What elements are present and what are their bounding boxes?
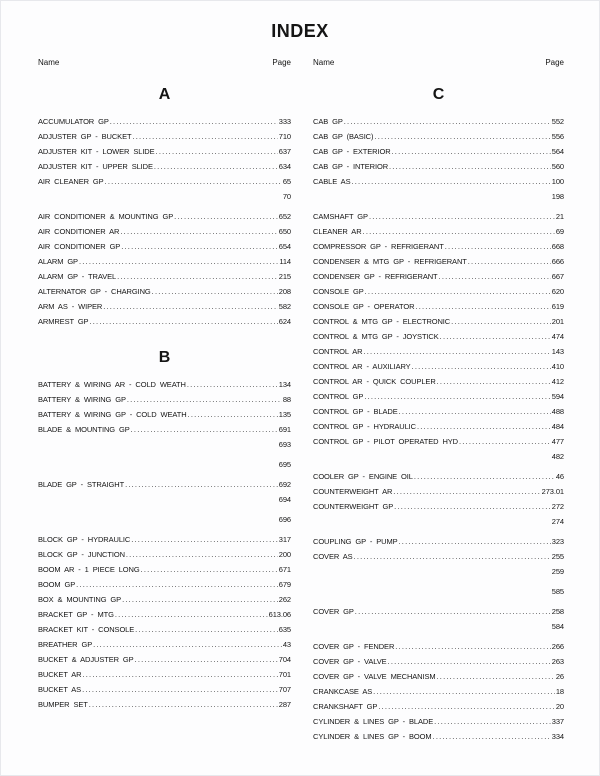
entry-page-number: 143 (551, 347, 564, 356)
index-entry (313, 732, 564, 747)
entry-page-number: 620 (551, 287, 564, 296)
index-entry (313, 192, 564, 207)
entry-name: COVER GP - VALVE MECHANISM (313, 672, 436, 681)
entry-name: BUCKET AS (38, 685, 82, 694)
entry-name: BUMPER SET (38, 700, 88, 709)
entry-page-number: 552 (551, 117, 564, 126)
index-entry (38, 425, 291, 440)
index-entry (313, 437, 564, 452)
entry-page-number: 266 (551, 642, 564, 651)
entry-name: ADJUSTER KIT - LOWER SLIDE (38, 147, 155, 156)
dot-leader (412, 362, 551, 371)
page-label: Page (545, 58, 564, 67)
index-entry (38, 257, 291, 272)
entry-name: BATTERY & WIRING AR - COLD WEATH (38, 380, 186, 389)
dot-leader (437, 377, 551, 386)
entry-page-number: 696 (278, 515, 291, 524)
dot-leader (125, 480, 278, 489)
entry-page-number: 707 (278, 685, 291, 694)
index-entry (313, 607, 564, 622)
dot-leader (131, 535, 278, 544)
index-entry (313, 657, 564, 672)
entry-page-number: 46 (555, 472, 564, 481)
entry-name: CLEANER AR (313, 227, 362, 236)
entry-name: ARM AS - WIPER (38, 302, 103, 311)
dot-leader (468, 257, 551, 266)
index-column-right (313, 1, 564, 747)
index-entry (38, 117, 291, 132)
entry-name: COOLER GP - ENGINE OIL (313, 472, 413, 481)
entry-name: COUPLING GP - PUMP (313, 537, 398, 546)
entry-name: CAMSHAFT GP (313, 212, 368, 221)
entry-page-number: 560 (551, 162, 564, 171)
entry-page-number: 701 (278, 670, 291, 679)
entry-name: CONSOLE GP - OPERATOR (313, 302, 415, 311)
index-entry (38, 162, 291, 177)
index-entry (38, 640, 291, 655)
index-entry (38, 380, 291, 395)
entry-page-number: 134 (278, 380, 291, 389)
entry-page-number: 26 (555, 672, 564, 681)
dot-leader (388, 657, 551, 666)
entry-page-number: 208 (278, 287, 291, 296)
index-entry (38, 515, 291, 530)
entry-page-number: 337 (551, 717, 564, 726)
dot-leader (363, 227, 555, 236)
dot-leader (127, 395, 282, 404)
entry-page-number: 410 (551, 362, 564, 371)
section-entries (38, 117, 291, 332)
index-entry (38, 440, 291, 455)
entry-page-number: 584 (551, 622, 564, 631)
dot-leader (437, 672, 555, 681)
index-entry (313, 552, 564, 567)
entry-page-number: 650 (278, 227, 291, 236)
index-entry (38, 132, 291, 147)
dot-leader (399, 407, 551, 416)
entry-name: BLADE & MOUNTING GP (38, 425, 130, 434)
dot-leader (344, 117, 551, 126)
entry-name: CONTROL GP - PILOT OPERATED HYD (313, 437, 458, 446)
dot-leader (395, 642, 551, 651)
entry-page-number: 262 (278, 595, 291, 604)
entry-name: BREATHER GP (38, 640, 93, 649)
dot-leader (433, 732, 551, 741)
index-entry (38, 147, 291, 162)
dot-leader (76, 580, 278, 589)
entry-page-number: 619 (551, 302, 564, 311)
entry-name: AIR CLEANER GP (38, 177, 104, 186)
dot-leader (373, 687, 555, 696)
entry-name: ACCUMULATOR GP (38, 117, 109, 126)
section-entries (313, 117, 564, 747)
entry-name: COVER GP (313, 607, 354, 616)
dot-leader (415, 302, 550, 311)
index-entry (38, 302, 291, 317)
index-entry (38, 287, 291, 302)
dot-leader (126, 550, 278, 559)
entry-page-number: 613.06 (268, 610, 291, 619)
dot-leader (131, 425, 278, 434)
index-section (38, 348, 291, 715)
index-entry (38, 317, 291, 332)
entry-name: BOX & MOUNTING GP (38, 595, 122, 604)
index-entry (313, 177, 564, 192)
dot-leader (79, 257, 278, 266)
entry-page-number: 652 (278, 212, 291, 221)
index-entry (313, 642, 564, 657)
index-entry (313, 147, 564, 162)
entry-page-number: 18 (555, 687, 564, 696)
index-entry (38, 625, 291, 640)
entry-page-number: 100 (551, 177, 564, 186)
entry-page-number: 65 (282, 177, 291, 186)
column-header (38, 58, 291, 69)
entry-name: CRANKCASE AS (313, 687, 373, 696)
entry-page-number: 287 (278, 700, 291, 709)
index-entry (313, 227, 564, 242)
index-entry (38, 565, 291, 580)
entry-page-number: 198 (551, 192, 564, 201)
entry-page-number: 43 (282, 640, 291, 649)
index-entry (38, 460, 291, 475)
section-letter: A (158, 86, 171, 103)
entry-page-number: 666 (551, 257, 564, 266)
entry-name: CONTROL & MTG GP - ELECTRONIC (313, 317, 451, 326)
dot-leader (141, 565, 278, 574)
index-entry (38, 495, 291, 510)
index-entry (313, 347, 564, 362)
entry-name: AIR CONDITIONER & MOUNTING GP (38, 212, 174, 221)
section-entries (38, 380, 291, 715)
entry-name: CONDENSER GP - REFRIGERANT (313, 272, 438, 281)
entry-page-number: 635 (278, 625, 291, 634)
entry-page-number: 215 (278, 272, 291, 281)
entry-name: ALTERNATOR GP - CHARGING (38, 287, 151, 296)
index-entry (38, 550, 291, 565)
entry-page-number: 88 (282, 395, 291, 404)
entry-page-number: 272 (551, 502, 564, 511)
entry-page-number: 70 (282, 192, 291, 201)
dot-leader (389, 162, 551, 171)
index-entry (38, 272, 291, 287)
entry-page-number: 263 (551, 657, 564, 666)
dot-leader (120, 227, 277, 236)
index-entry (313, 502, 564, 517)
dot-leader (440, 332, 551, 341)
dot-leader (103, 302, 278, 311)
entry-name: CONTROL & MTG GP - JOYSTICK (313, 332, 439, 341)
entry-page-number: 634 (278, 162, 291, 171)
entry-name: ALARM GP - TRAVEL (38, 272, 117, 281)
entry-page-number: 317 (278, 535, 291, 544)
entry-name: BLADE GP - STRAIGHT (38, 480, 125, 489)
index-entry (313, 117, 564, 132)
entry-page-number: 693 (278, 440, 291, 449)
entry-name: CYLINDER & LINES GP - BLADE (313, 717, 434, 726)
dot-leader (363, 347, 550, 356)
index-entry (313, 452, 564, 467)
index-entry (38, 227, 291, 242)
index-entry (313, 537, 564, 552)
entry-name: CABLE AS (313, 177, 351, 186)
index-entry (38, 610, 291, 625)
dot-leader (445, 242, 551, 251)
index-entry (313, 517, 564, 532)
index-entry (313, 472, 564, 487)
entry-page-number: 585 (551, 587, 564, 596)
dot-leader (110, 117, 278, 126)
dot-leader (365, 287, 551, 296)
dot-leader (414, 472, 555, 481)
entry-page-number: 255 (551, 552, 564, 561)
index-entry (313, 162, 564, 177)
index-entry (313, 717, 564, 732)
index-entry (313, 587, 564, 602)
dot-leader (82, 685, 278, 694)
index-entry (313, 702, 564, 717)
entry-page-number: 488 (551, 407, 564, 416)
entry-name: CAB GP (313, 117, 343, 126)
dot-leader (156, 147, 278, 156)
entry-name: COUNTERWEIGHT GP (313, 502, 394, 511)
entry-page-number: 201 (551, 317, 564, 326)
entry-name: CONDENSER & MTG GP - REFRIGERANT (313, 257, 467, 266)
dot-leader (122, 595, 278, 604)
index-entry (313, 362, 564, 377)
index-entry (313, 487, 564, 502)
index-entry (313, 212, 564, 227)
dot-leader (364, 392, 550, 401)
entry-name: COVER GP - FENDER (313, 642, 395, 651)
entry-name: COMPRESSOR GP - REFRIGERANT (313, 242, 444, 251)
entry-page-number: 323 (551, 537, 564, 546)
index-entry (38, 685, 291, 700)
entry-name: CAB GP - EXTERIOR (313, 147, 391, 156)
dot-leader (369, 212, 555, 221)
entry-page-number: 624 (278, 317, 291, 326)
dot-leader (105, 177, 282, 186)
dot-leader (89, 700, 278, 709)
index-section (38, 85, 291, 332)
dot-leader (115, 610, 268, 619)
entry-page-number: 671 (278, 565, 291, 574)
entry-page-number: 477 (551, 437, 564, 446)
index-entry (38, 212, 291, 227)
index-entry (313, 287, 564, 302)
dot-leader (154, 162, 278, 171)
dot-leader (82, 670, 277, 679)
dot-leader (459, 437, 551, 446)
entry-page-number: 333 (278, 117, 291, 126)
entry-name: BATTERY & WIRING GP - COLD WEATH (38, 410, 187, 419)
index-entry (38, 670, 291, 685)
entry-name: COVER AS (313, 552, 353, 561)
dot-leader (135, 625, 278, 634)
dot-leader (417, 422, 551, 431)
name-label: Name (38, 58, 60, 67)
entry-name: CONTROL GP (313, 392, 364, 401)
dot-leader (378, 702, 555, 711)
entry-page-number: 582 (278, 302, 291, 311)
entry-name: BATTERY & WIRING GP (38, 395, 126, 404)
entry-name: BUCKET & ADJUSTER GP (38, 655, 134, 664)
entry-name: CONTROL GP - HYDRAULIC (313, 422, 416, 431)
entry-name: CONTROL AR - AUXILIARY (313, 362, 411, 371)
entry-page-number: 679 (278, 580, 291, 589)
entry-page-number: 594 (551, 392, 564, 401)
index-entry (38, 192, 291, 207)
dot-leader (394, 502, 551, 511)
index-entry (313, 242, 564, 257)
index-entry (38, 395, 291, 410)
entry-page-number: 20 (555, 702, 564, 711)
entry-name: BRACKET GP - MTG (38, 610, 114, 619)
index-entry (313, 567, 564, 582)
entry-page-number: 668 (551, 242, 564, 251)
index-entry (313, 377, 564, 392)
index-entry (38, 480, 291, 495)
entry-page-number: 564 (551, 147, 564, 156)
index-entry (38, 700, 291, 715)
section-letter: B (158, 349, 171, 366)
dot-leader (434, 717, 551, 726)
index-entry (313, 132, 564, 147)
index-entry (313, 317, 564, 332)
index-entry (38, 580, 291, 595)
entry-name: BOOM GP (38, 580, 76, 589)
entry-name: AIR CONDITIONER AR (38, 227, 120, 236)
index-entry (38, 535, 291, 550)
entry-name: CONTROL AR (313, 347, 363, 356)
index-entry (38, 655, 291, 670)
dot-leader (132, 132, 277, 141)
index-entry (313, 672, 564, 687)
entry-name: BLOCK GP - HYDRAULIC (38, 535, 131, 544)
entry-name: ADJUSTER GP - BUCKET (38, 132, 132, 141)
entry-page-number: 556 (551, 132, 564, 141)
index-entry (313, 302, 564, 317)
entry-name: ALARM GP (38, 257, 78, 266)
index-entry (38, 177, 291, 192)
index-section (313, 85, 564, 747)
entry-page-number: 135 (278, 410, 291, 419)
dot-leader (439, 272, 551, 281)
section-letter: C (432, 86, 445, 103)
dot-leader (174, 212, 278, 221)
entry-page-number: 637 (278, 147, 291, 156)
entry-name: COVER GP - VALVE (313, 657, 387, 666)
dot-leader (121, 242, 278, 251)
entry-page-number: 694 (278, 495, 291, 504)
entry-name: AIR CONDITIONER GP (38, 242, 121, 251)
dot-leader (399, 537, 551, 546)
entry-page-number: 654 (278, 242, 291, 251)
entry-page-number: 484 (551, 422, 564, 431)
entry-page-number: 695 (278, 460, 291, 469)
index-entry (313, 622, 564, 637)
dot-leader (187, 380, 278, 389)
dot-leader (117, 272, 278, 281)
entry-page-number: 482 (551, 452, 564, 461)
dot-leader (393, 487, 540, 496)
dot-leader (89, 317, 277, 326)
entry-page-number: 691 (278, 425, 291, 434)
entry-page-number: 21 (555, 212, 564, 221)
dot-leader (93, 640, 282, 649)
index-entry (313, 407, 564, 422)
entry-page-number: 692 (278, 480, 291, 489)
dot-leader (351, 177, 550, 186)
entry-name: ADJUSTER KIT - UPPER SLIDE (38, 162, 153, 171)
entry-name: ARMREST GP (38, 317, 89, 326)
dot-leader (152, 287, 278, 296)
entry-page-number: 259 (551, 567, 564, 576)
dot-leader (355, 607, 551, 616)
entry-name: BLOCK GP - JUNCTION (38, 550, 125, 559)
entry-name: CONTROL GP - BLADE (313, 407, 398, 416)
entry-name: CONSOLE GP (313, 287, 364, 296)
index-entry (38, 410, 291, 425)
index-entry (313, 272, 564, 287)
column-header (313, 58, 564, 69)
entry-name: BOOM AR - 1 PIECE LONG (38, 565, 140, 574)
entry-page-number: 704 (278, 655, 291, 664)
entry-page-number: 334 (551, 732, 564, 741)
entry-page-number: 474 (551, 332, 564, 341)
entry-page-number: 667 (551, 272, 564, 281)
entry-page-number: 710 (278, 132, 291, 141)
dot-leader (135, 655, 278, 664)
entry-name: CYLINDER & LINES GP - BOOM (313, 732, 432, 741)
entry-page-number: 200 (278, 550, 291, 559)
entry-page-number: 274 (551, 517, 564, 526)
entry-name: BUCKET AR (38, 670, 82, 679)
index-entry (38, 242, 291, 257)
index-entry (38, 595, 291, 610)
dot-leader (354, 552, 551, 561)
entry-name: BRACKET KIT - CONSOLE (38, 625, 135, 634)
entry-name: CAB GP - INTERIOR (313, 162, 389, 171)
index-column-left (38, 1, 291, 715)
index-entry (313, 257, 564, 272)
entry-page-number: 114 (279, 257, 291, 266)
entry-page-number: 273.01 (541, 487, 564, 496)
index-entry (313, 332, 564, 347)
dot-leader (392, 147, 551, 156)
index-entry (313, 422, 564, 437)
entry-page-number: 412 (551, 377, 564, 386)
index-entry (313, 687, 564, 702)
entry-name: CAB GP (BASIC) (313, 132, 374, 141)
page-title: INDEX (271, 21, 329, 41)
dot-leader (451, 317, 551, 326)
dot-leader (188, 410, 278, 419)
name-label: Name (313, 58, 335, 67)
entry-name: CONTROL AR - QUICK COUPLER (313, 377, 436, 386)
entry-name: CRANKSHAFT GP (313, 702, 378, 711)
page-label: Page (272, 58, 291, 67)
entry-page-number: 69 (555, 227, 564, 236)
dot-leader (374, 132, 550, 141)
entry-page-number: 258 (551, 607, 564, 616)
index-entry (313, 392, 564, 407)
entry-name: COUNTERWEIGHT AR (313, 487, 393, 496)
